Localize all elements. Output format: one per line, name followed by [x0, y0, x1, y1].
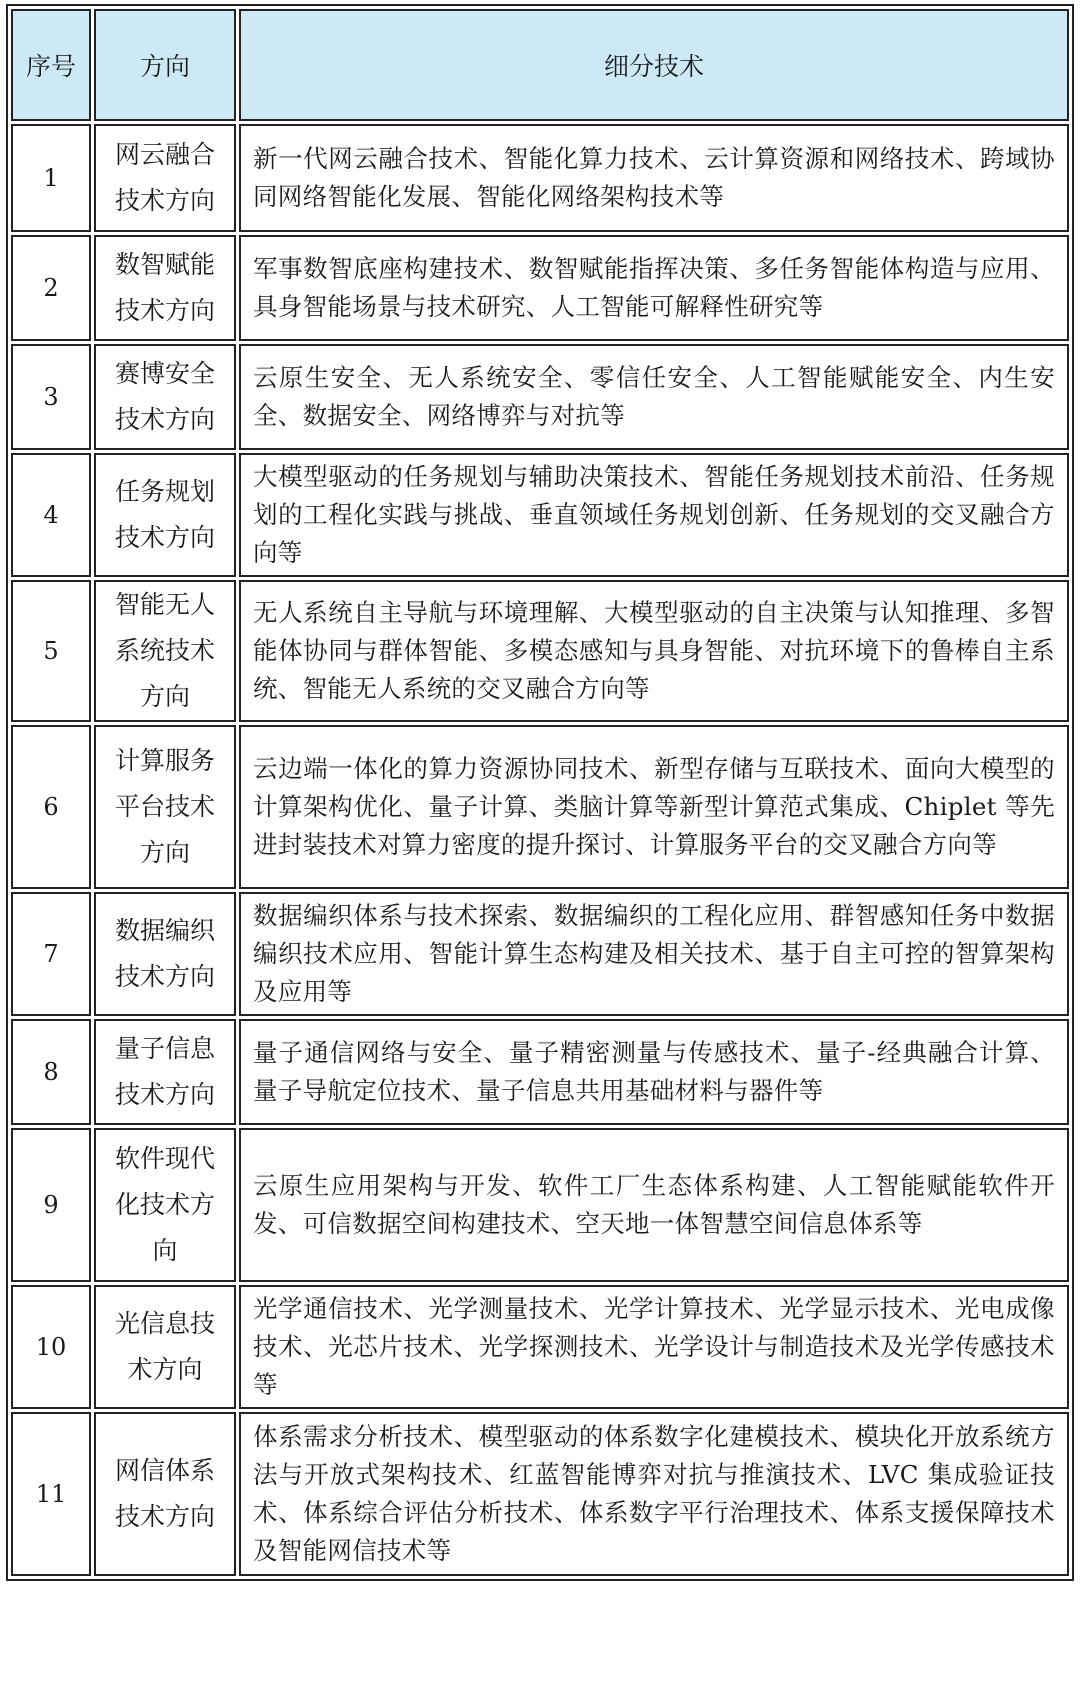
table-row	[11, 1128, 1069, 1282]
row-direction: 网云融合技术方向	[94, 124, 236, 232]
table-row	[11, 725, 1069, 889]
row-direction: 光信息技术方向	[94, 1285, 236, 1409]
row-detail: 量子通信网络与安全、量子精密测量与传感技术、量子-经典融合计算、量子导航定位技术、量子信息共用基础材料与器件等	[239, 1019, 1069, 1125]
row-direction: 软件现代化技术方向	[94, 1128, 236, 1282]
row-detail: 云边端一体化的算力资源协同技术、新型存储与互联技术、面向大模型的计算架构优化、量子计算、类脑计算等新型计算范式集成、Chiplet 等先进封装技术对算力密度的提升探讨、计算服务平台的交叉融合方向等	[239, 725, 1069, 889]
row-index: 1	[11, 124, 91, 232]
table-row	[11, 124, 1069, 232]
row-index: 7	[11, 892, 91, 1016]
row-direction: 赛博安全技术方向	[94, 344, 236, 450]
row-direction: 数智赋能技术方向	[94, 235, 236, 341]
row-index: 8	[11, 1019, 91, 1125]
row-index: 5	[11, 580, 91, 722]
row-direction: 量子信息技术方向	[94, 1019, 236, 1125]
table-row	[11, 892, 1069, 1016]
row-direction: 计算服务平台技术方向	[94, 725, 236, 889]
row-detail: 体系需求分析技术、模型驱动的体系数字化建模技术、模块化开放系统方法与开放式架构技术、红蓝智能博弈对抗与推演技术、LVC 集成验证技术、体系综合评估分析技术、体系数字平行治理技术、体系支援保障技术及智能网信技术等	[239, 1412, 1069, 1576]
row-detail: 大模型驱动的任务规划与辅助决策技术、智能任务规划技术前沿、任务规划的工程化实践与挑战、垂直领域任务规划创新、任务规划的交叉融合方向等	[239, 453, 1069, 577]
row-detail: 军事数智底座构建技术、数智赋能指挥决策、多任务智能体构造与应用、具身智能场景与技术研究、人工智能可解释性研究等	[239, 235, 1069, 341]
table-row	[11, 235, 1069, 341]
table-row	[11, 1412, 1069, 1576]
row-index: 4	[11, 453, 91, 577]
row-index: 6	[11, 725, 91, 889]
row-index: 9	[11, 1128, 91, 1282]
row-detail: 云原生应用架构与开发、软件工厂生态体系构建、人工智能赋能软件开发、可信数据空间构建技术、空天地一体智慧空间信息体系等	[239, 1128, 1069, 1282]
header-index: 序号	[11, 9, 91, 121]
row-direction: 任务规划技术方向	[94, 453, 236, 577]
tech-directions-table-container	[6, 4, 1074, 1581]
row-index: 3	[11, 344, 91, 450]
row-direction: 智能无人系统技术方向	[94, 580, 236, 722]
header-detail: 细分技术	[239, 9, 1069, 121]
row-detail: 光学通信技术、光学测量技术、光学计算技术、光学显示技术、光电成像技术、光芯片技术、光学探测技术、光学设计与制造技术及光学传感技术等	[239, 1285, 1069, 1409]
row-detail: 数据编织体系与技术探索、数据编织的工程化应用、群智感知任务中数据编织技术应用、智能计算生态构建及相关技术、基于自主可控的智算架构及应用等	[239, 892, 1069, 1016]
table-header-row	[11, 9, 1069, 121]
row-detail: 新一代网云融合技术、智能化算力技术、云计算资源和网络技术、跨域协同网络智能化发展、智能化网络架构技术等	[239, 124, 1069, 232]
row-detail: 无人系统自主导航与环境理解、大模型驱动的自主决策与认知推理、多智能体协同与群体智能、多模态感知与具身智能、对抗环境下的鲁棒自主系统、智能无人系统的交叉融合方向等	[239, 580, 1069, 722]
row-index: 11	[11, 1412, 91, 1576]
row-detail: 云原生安全、无人系统安全、零信任安全、人工智能赋能安全、内生安全、数据安全、网络博弈与对抗等	[239, 344, 1069, 450]
header-direction: 方向	[94, 9, 236, 121]
tech-directions-table	[6, 4, 1074, 1581]
row-index: 2	[11, 235, 91, 341]
table-row	[11, 453, 1069, 577]
row-index: 10	[11, 1285, 91, 1409]
table-row	[11, 580, 1069, 722]
row-direction: 数据编织技术方向	[94, 892, 236, 1016]
table-row	[11, 344, 1069, 450]
table-row	[11, 1019, 1069, 1125]
row-direction: 网信体系技术方向	[94, 1412, 236, 1576]
table-row	[11, 1285, 1069, 1409]
